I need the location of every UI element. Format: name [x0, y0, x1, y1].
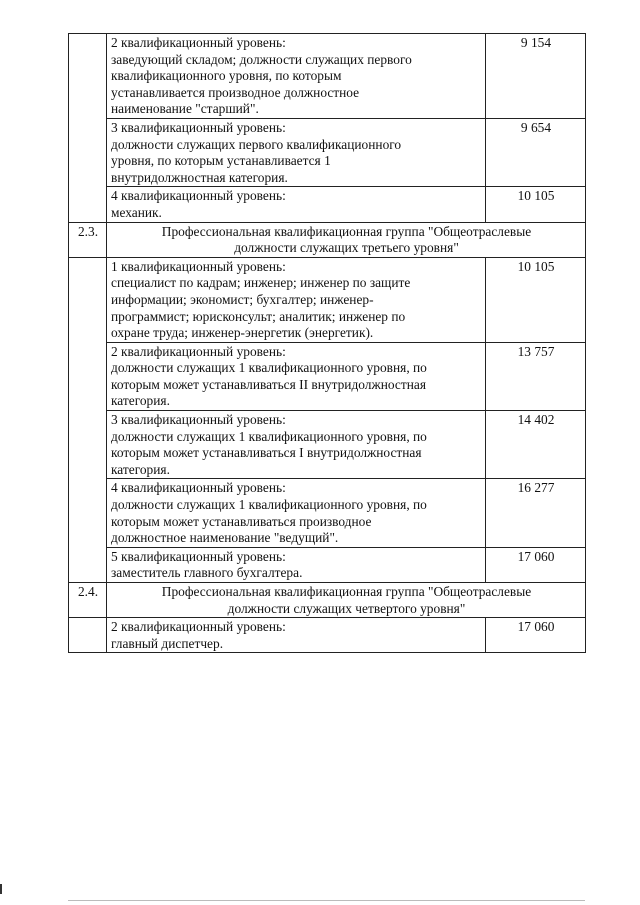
level-title: 5 квалификационный уровень:	[111, 548, 286, 564]
level-title: 3 квалификационный уровень:	[111, 412, 286, 428]
salary-table	[68, 33, 586, 653]
salary-value: 13 757	[486, 342, 586, 410]
level-description-line: внутридолжностная категория.	[111, 169, 288, 185]
level-description-cell	[107, 118, 486, 186]
level-description-cell	[107, 187, 486, 222]
level-description-cell	[107, 479, 486, 547]
level-description-line: программист; юрисконсульт; аналитик; инженер по	[111, 308, 406, 324]
level-description-line: заместитель главного бухгалтера.	[111, 565, 303, 581]
level-description-line: механик.	[111, 204, 162, 220]
level-description-cell	[107, 342, 486, 410]
level-description-line: которым может устанавливаться I внутридолжностная	[111, 445, 422, 461]
level-description-line: охране труда; инженер-энергетик (энергетик).	[111, 325, 374, 341]
level-description-cell	[107, 257, 486, 342]
table-row	[69, 257, 586, 342]
salary-value: 9 654	[486, 118, 586, 186]
level-description-line: должности служащих 1 квалификационного уровня, по	[111, 360, 427, 376]
salary-value: 10 105	[486, 187, 586, 222]
level-description-line: специалист по кадрам; инженер; инженер по защите	[111, 275, 411, 291]
group-header-row	[69, 583, 586, 618]
level-title: 2 квалификационный уровень:	[111, 35, 286, 50]
scan-margin-mark	[0, 884, 2, 894]
table-row	[69, 618, 586, 653]
level-title: 1 квалификационный уровень:	[111, 258, 286, 274]
table-row	[69, 34, 586, 119]
row-number-cell	[69, 618, 107, 653]
group-title-line: должности служащих четвертого уровня"	[227, 600, 466, 616]
group-number: 2.4.	[69, 583, 107, 618]
level-description-cell	[107, 618, 486, 653]
group-title-line: Профессиональная квалификационная группа "Общеотраслевые	[161, 223, 532, 239]
salary-value: 16 277	[486, 479, 586, 547]
level-description-line: должности служащих первого квалификационного	[111, 136, 402, 152]
level-title: 4 квалификационный уровень:	[111, 480, 286, 496]
salary-value: 14 402	[486, 411, 586, 479]
level-description-line: должности служащих 1 квалификационного уровня, по	[111, 497, 427, 513]
group-title-line: должности служащих третьего уровня"	[234, 240, 459, 256]
level-description-cell	[107, 411, 486, 479]
group-title-cell	[107, 222, 586, 257]
level-description-line: которым может устанавливаться производное	[111, 513, 372, 529]
level-description-line: которым может устанавливаться II внутридолжностная	[111, 376, 426, 392]
group-title-cell	[107, 583, 586, 618]
level-title: 2 квалификационный уровень:	[111, 343, 286, 359]
level-description-cell	[107, 34, 486, 119]
level-description-line: информации; экономист; бухгалтер; инженер-	[111, 291, 374, 307]
level-description-line: категория.	[111, 461, 170, 477]
salary-value: 10 105	[486, 257, 586, 342]
level-description-line: категория.	[111, 393, 170, 409]
salary-value: 17 060	[486, 618, 586, 653]
level-description-line: устанавливается производное должностное	[111, 84, 360, 100]
table-row	[69, 411, 586, 479]
level-description-line: главный диспетчер.	[111, 635, 224, 651]
table-row	[69, 547, 586, 582]
salary-value: 17 060	[486, 547, 586, 582]
level-description-line: должностное наименование "ведущий".	[111, 530, 339, 546]
level-title: 4 квалификационный уровень:	[111, 188, 286, 204]
level-description-line: квалификационного уровня, по которым	[111, 68, 342, 84]
level-description-line: наименование "старший".	[111, 101, 259, 117]
level-title: 2 квалификационный уровень:	[111, 619, 286, 635]
row-number-cell	[69, 257, 107, 582]
group-header-row	[69, 222, 586, 257]
group-title-line: Профессиональная квалификационная группа "Общеотраслевые	[161, 584, 532, 599]
level-title: 3 квалификационный уровень:	[111, 119, 286, 135]
table-row	[69, 118, 586, 186]
row-number-cell	[69, 34, 107, 223]
table-row	[69, 342, 586, 410]
table-row	[69, 187, 586, 222]
level-description-line: должности служащих 1 квалификационного уровня, по	[111, 428, 427, 444]
group-number: 2.3.	[69, 222, 107, 257]
table-row	[69, 479, 586, 547]
level-description-line: заведующий складом; должности служащих первого	[111, 51, 412, 67]
page-bottom-rule	[68, 900, 585, 901]
salary-value: 9 154	[486, 34, 586, 119]
level-description-cell	[107, 547, 486, 582]
level-description-line: уровня, по которым устанавливается 1	[111, 153, 331, 169]
